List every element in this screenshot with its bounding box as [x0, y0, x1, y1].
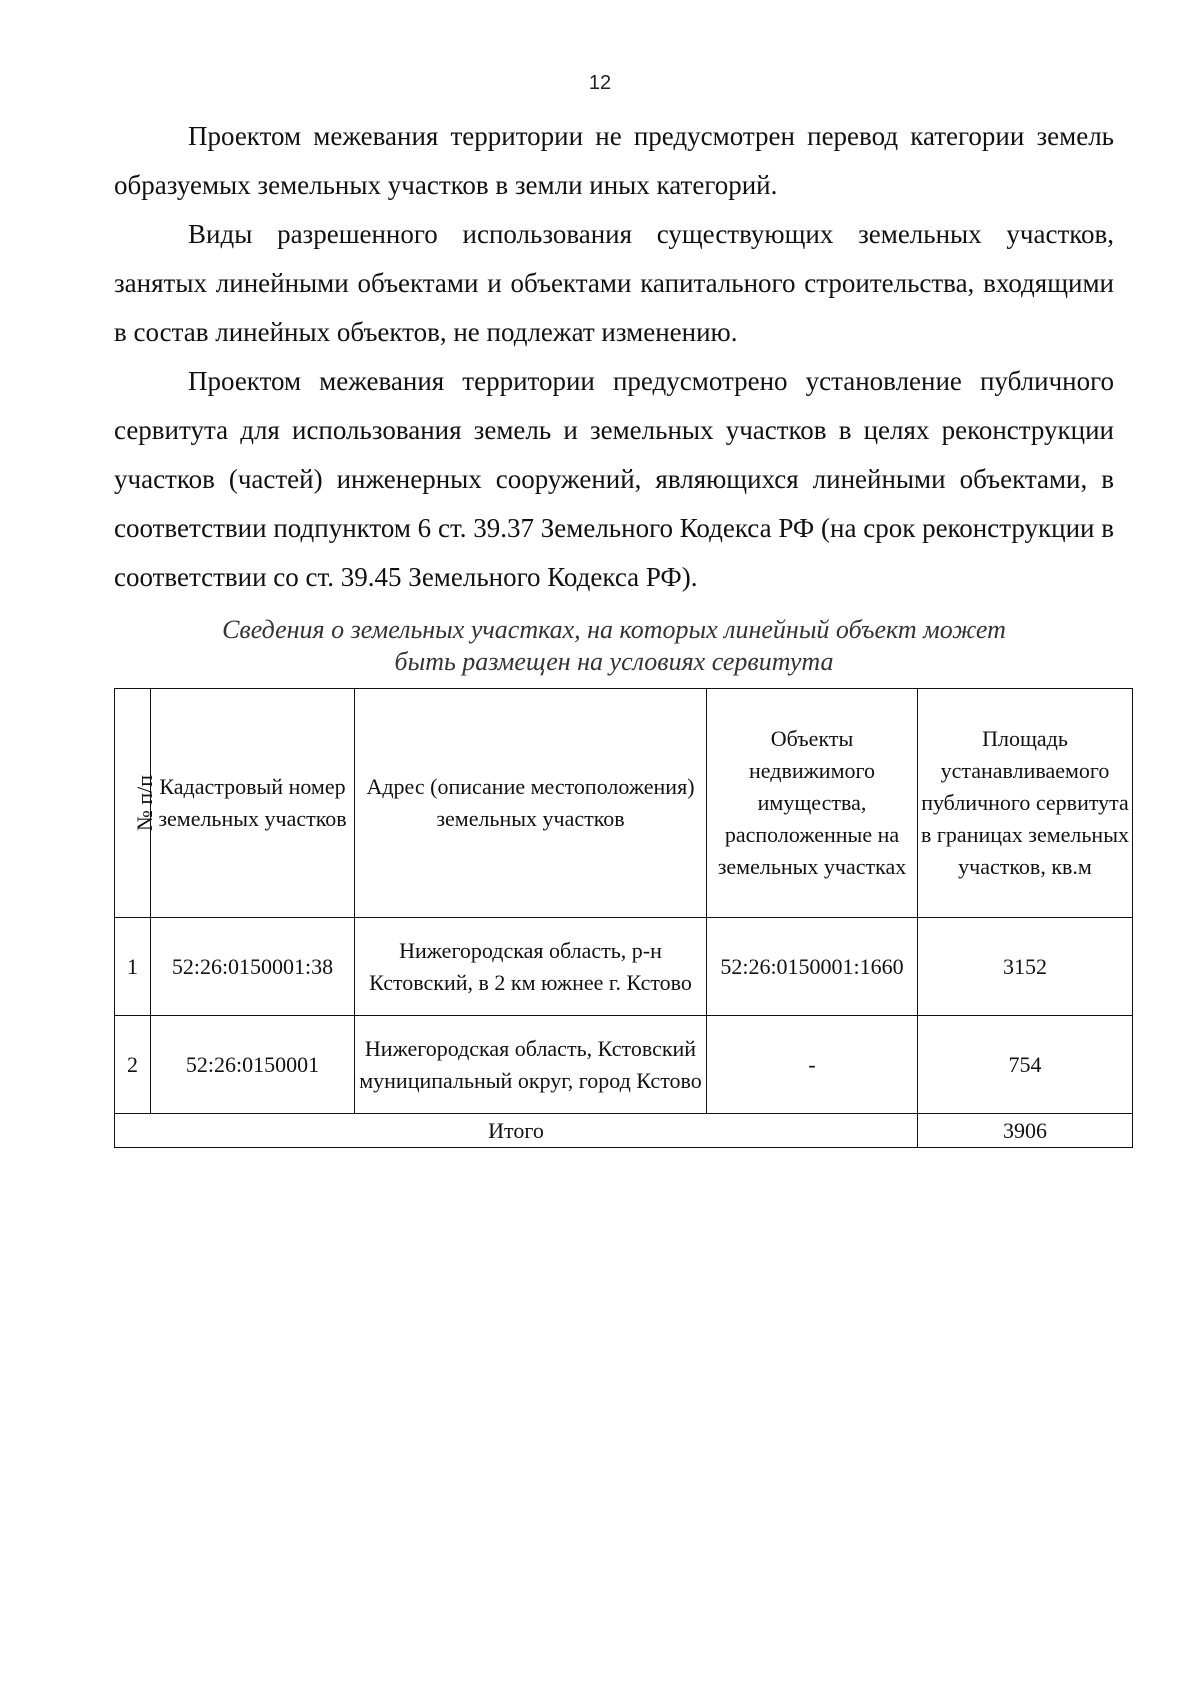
cell-real-estate-object: -: [707, 1016, 918, 1114]
paragraph-permitted-use: Виды разрешенного использования существующих земельных участков, занятых линейными объектами и объектами капитального строительства, входящими в состав линейных объектов, не подлежат изменению.: [114, 219, 1114, 347]
table-header-row: [115, 689, 1133, 918]
document-body: [114, 112, 1114, 678]
table-caption-line-2: быть размещен на условиях сервитута: [394, 647, 834, 676]
header-number-label: № п/п: [132, 774, 158, 832]
cell-real-estate-object: 52:26:0150001:1660: [707, 918, 918, 1016]
cell-number: 1: [115, 918, 151, 1016]
table-caption: [114, 614, 1114, 678]
header-number: [115, 689, 158, 918]
paragraph-servitude: Проектом межевания территории предусмотрено установление публичного сервитута для использования земель и земельных участков в целях реконструкции участков (частей) инженерных сооружений, являющихся линейными объектами, в соответствии подпунктом 6 ст. 39.37 Земельного Кодекса РФ (на срок реконструкции в соответствии со ст. 39.45 Земельного Кодекса РФ).: [114, 366, 1114, 592]
cell-cadastral-number: 52:26:0150001: [151, 1016, 355, 1114]
header-real-estate-objects: Объекты недвижимого имущества, расположенные на земельных участках: [707, 689, 918, 918]
land-plots-table: [114, 688, 1133, 1148]
cell-cadastral-number: 52:26:0150001:38: [151, 918, 355, 1016]
paragraph-land-category: Проектом межевания территории не предусмотрен перевод категории земель образуемых земельных участков в земли иных категорий.: [114, 121, 1114, 200]
total-value: 3906: [918, 1114, 1133, 1148]
page-number: 12: [588, 72, 612, 94]
table-total-row: [115, 1114, 1133, 1148]
cell-number: 2: [115, 1016, 151, 1114]
cell-address: Нижегородская область, Кстовский муниципальный округ, город Кстово: [355, 1016, 707, 1114]
table-row: [115, 1016, 1133, 1114]
table-caption-line-1: Сведения о земельных участках, на которых линейный объект может: [222, 615, 1006, 644]
header-cadastral-number: Кадастровый номер земельных участков: [151, 689, 355, 918]
cell-address: Нижегородская область, р-н Кстовский, в 2 км южнее г. Кстово: [355, 918, 707, 1016]
cell-area: 754: [918, 1016, 1133, 1114]
header-address: Адрес (описание местоположения) земельных участков: [355, 689, 707, 918]
total-label: Итого: [115, 1114, 918, 1148]
header-servitude-area: Площадь устанавливаемого публичного сервитута в границах земельных участков, кв.м: [918, 689, 1133, 918]
table-row: [115, 918, 1133, 1016]
cell-area: 3152: [918, 918, 1133, 1016]
